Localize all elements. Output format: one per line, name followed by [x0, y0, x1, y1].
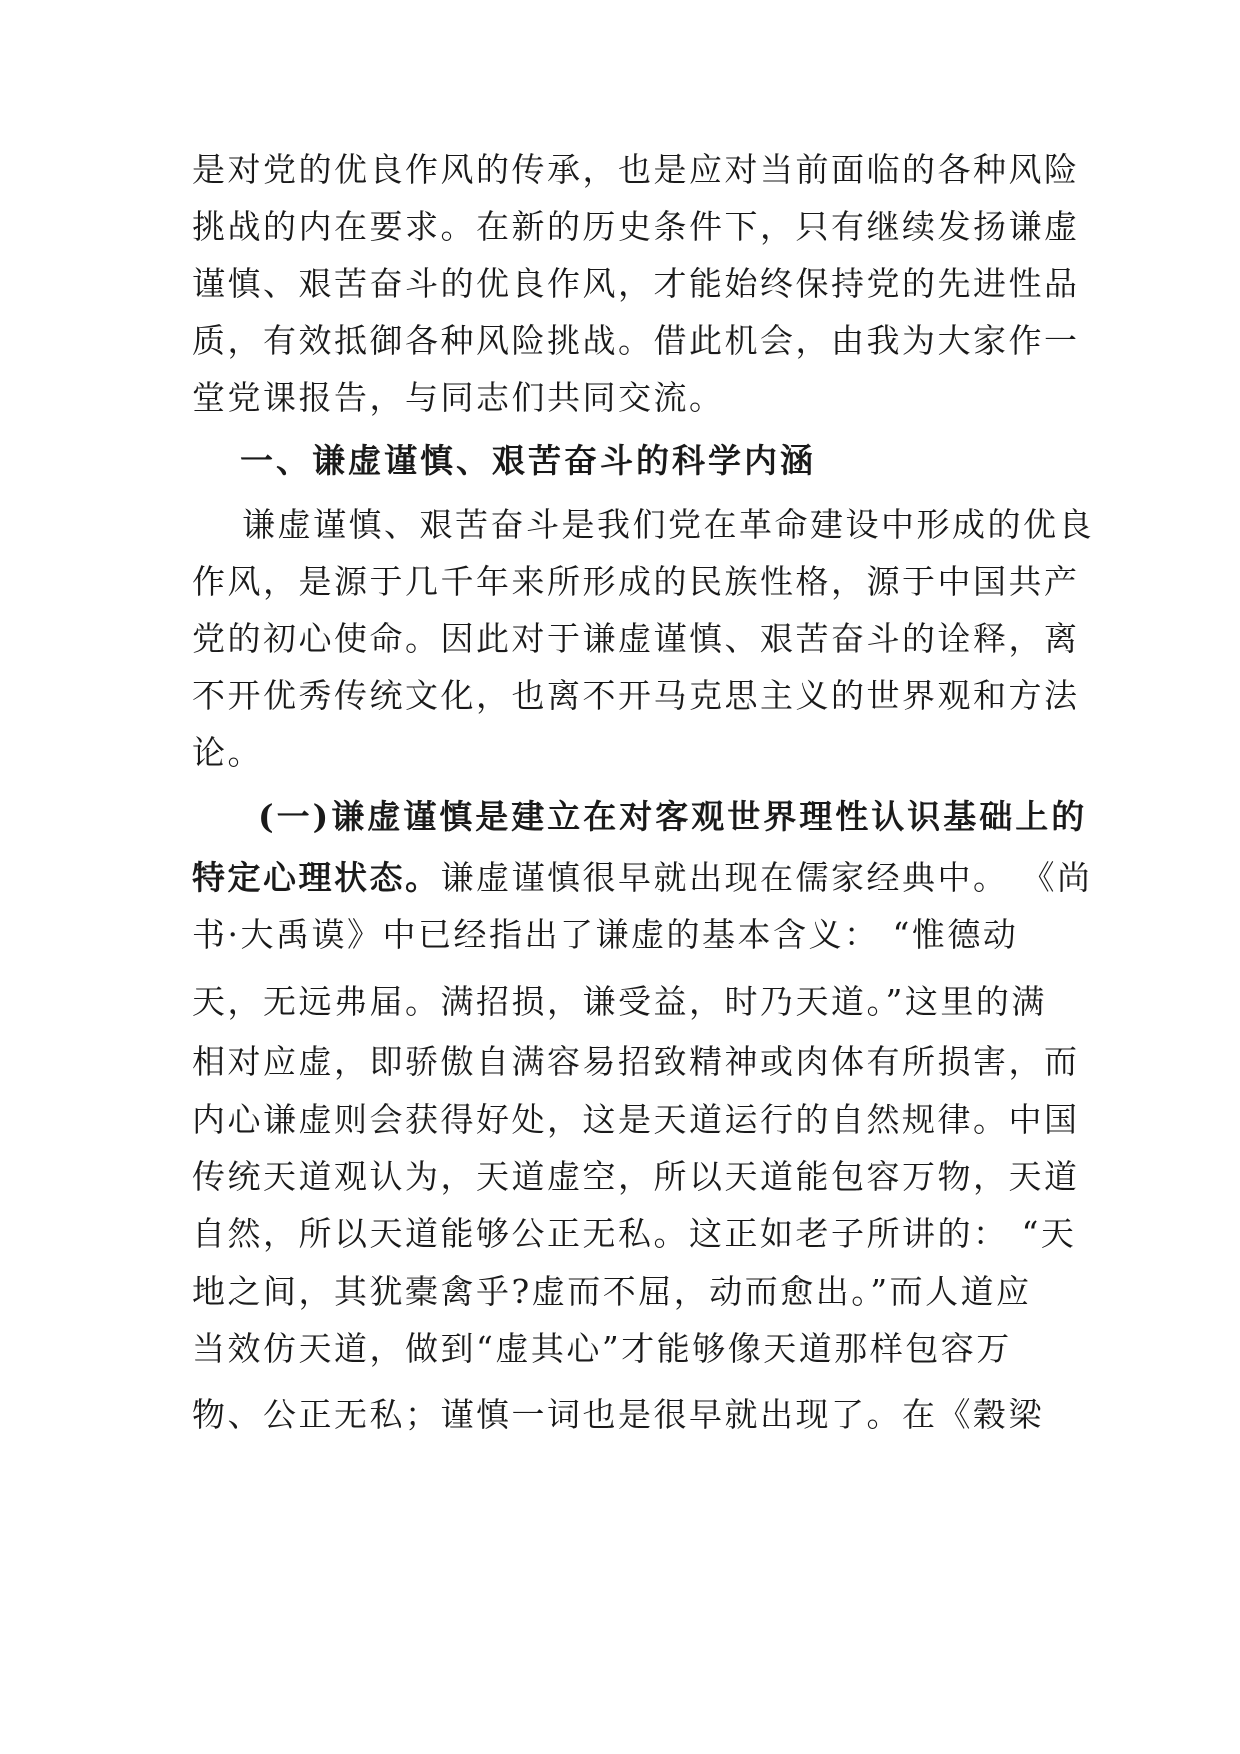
intro-line-3: 谨慎、艰苦奋斗的优良作风，才能始终保持党的先进性品 [192, 264, 1080, 303]
subsection-line-1: 书·大禹谟》中已经指出了谦虚的基本含义： “惟德动 [192, 915, 1019, 954]
section-line-2: 作风，是源于几千年来所形成的民族性格，源于中国共产 [192, 562, 1080, 601]
subsection-line-4: 内心谦虚则会获得好处，这是天道运行的自然规律。中国 [192, 1100, 1080, 1139]
section-line-1: 谦虚谨慎、艰苦奋斗是我们党在革命建设中形成的优良 [242, 505, 1094, 544]
section-line-5: 论。 [192, 733, 263, 772]
subsection-line-lead [192, 858, 1093, 898]
subsection-heading: (一)谦虚谨慎是建立在对客观世界理性认识基础上的 [258, 797, 1088, 836]
subsection-line-2: 天，无远弗届。满招损，谦受益，时乃天道。”这里的满 [192, 982, 1047, 1021]
subsection-heading-tail: 特定心理状态。 [192, 858, 441, 897]
section-line-3: 党的初心使命。因此对于谦虚谨慎、艰苦奋斗的诠释，离 [192, 619, 1080, 658]
subsection-line-6: 自然，所以天道能够公正无私。这正如老子所讲的： “天 [192, 1214, 1077, 1253]
subsection-line-5: 传统天道观认为，天道虚空，所以天道能包容万物，天道 [192, 1157, 1080, 1196]
intro-line-2: 挑战的内在要求。在新的历史条件下，只有继续发扬谦虚 [192, 207, 1080, 246]
intro-line-1: 是对党的优良作风的传承，也是应对当前面临的各种风险 [192, 150, 1080, 189]
intro-line-4: 质，有效抵御各种风险挑战。借此机会，由我为大家作一 [192, 321, 1080, 360]
subsection-text-start: 谦虚谨慎很早就出现在儒家经典中。 《尚 [440, 858, 1093, 897]
intro-line-5: 堂党课报告，与同志们共同交流。 [192, 378, 725, 417]
subsection-line-9: 物、公正无私；谨慎一词也是很早就出现了。在《穀梁 [192, 1395, 1044, 1434]
section-heading: 一、谦虚谨慎、艰苦奋斗的科学内涵 [240, 441, 816, 480]
subsection-line-7: 地之间，其犹橐禽乎?虚而不屈，动而愈出。”而人道应 [192, 1272, 1032, 1311]
subsection-line-3: 相对应虚，即骄傲自满容易招致精神或肉体有所损害，而 [192, 1042, 1080, 1081]
section-line-4: 不开优秀传统文化，也离不开马克思主义的世界观和方法 [192, 676, 1080, 715]
subsection-line-8: 当效仿天道，做到“虚其心”才能够像天道那样包容万 [192, 1329, 1012, 1368]
